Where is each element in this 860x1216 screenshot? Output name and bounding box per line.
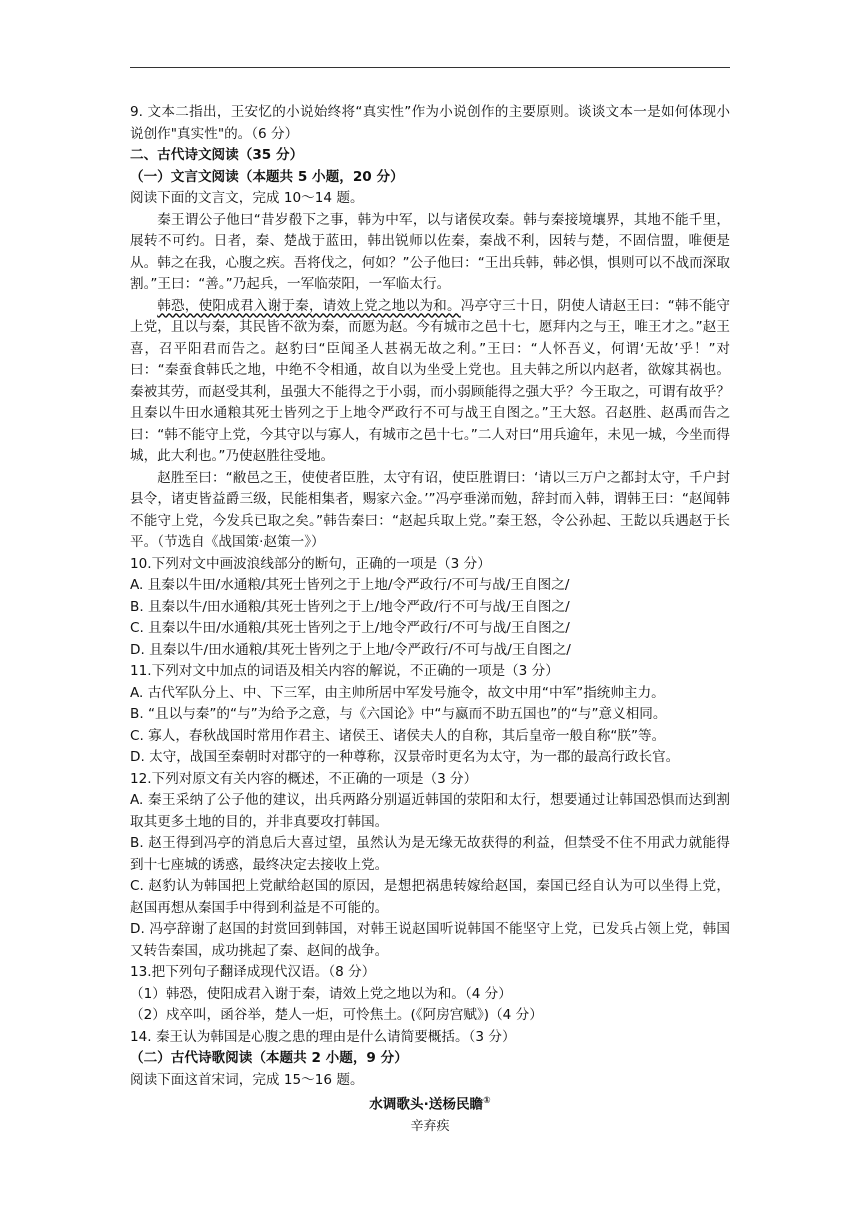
passage-paragraph-2: [130, 296, 730, 468]
reading-instruction-1: 阅读下面的文言文，完成 10～14 题。: [130, 190, 364, 206]
poem-title: [130, 1091, 730, 1116]
option-11b: B. “且以与秦”的“与”为给予之意，与《六国论》中“与嬴而不助五国也”的“与”意义相同。: [130, 706, 667, 722]
option-12c: C. 赵豹认为韩国把上党献给赵国的原因，是想把祸患转嫁给赵国，秦国已经自认为可以坐得上党，赵国再想从秦国手中得到利益是不可能的。: [130, 878, 730, 916]
option-10c: C. 且秦以牛田/水通粮/其死士皆列之于上/地令严政行/不可与战/王自图之/: [130, 620, 570, 636]
reading-instruction-2: 阅读下面这首宋词，完成 15～16 题。: [130, 1071, 364, 1088]
poem-author: 辛弃疾: [410, 1119, 450, 1135]
question-13: 13.把下列句子翻译成现代汉语。（8 分）: [130, 964, 376, 980]
option-11c: C. 寡人，春秋战国时常用作君主、诸侯王、诸侯夫人的自称，其后皇帝一般自称“朕”等。: [130, 727, 666, 744]
option-10b: B. 且秦以牛/田水通粮/其死士皆列之于上/地令严政/行不可与战/王自图之/: [130, 598, 570, 615]
header-rule: [130, 67, 730, 68]
question-14: 14. 秦王认为韩国是心腹之患的理由是什么请简要概括。（3 分）: [130, 1028, 516, 1045]
question-12: 12.下列对原文有关内容的概述，不正确的一项是（3 分）: [130, 770, 478, 787]
translation-item-1: （1）韩恐，使阳成君入谢于秦，请效上党之地以为和。（4 分）: [130, 985, 512, 1002]
wavy-underlined-sentence: 韩恐，使阳成君入谢于秦，请效上党之地以为和。: [157, 297, 461, 314]
passage-paragraph-1: 秦王谓公子他曰“昔岁殽下之事，韩为中军，以与诸侯攻秦。韩与秦接境壤界，其地不能千里，展转不可约。日者，秦、楚战于蓝田，韩出锐师以佐秦，秦战不利，因转与楚，不固信盟，唯便是从。韩之在我，心腹之疾。吾将伐之，何如？”公子他曰：“王出兵韩，韩必惧，惧则可以不战而深取割。”王曰：“善。”乃起兵，一军临荥阳，一军临太行。: [130, 211, 730, 292]
subsection-heading-2: （二）古代诗歌阅读（本题共 2 小题，9 分）: [130, 1050, 408, 1066]
subsection-heading-1: （一）文言文阅读（本题共 5 小题，20 分）: [130, 168, 404, 185]
passage-paragraph-3: 赵胜至曰：“敝邑之王，使使者臣胜，太守有诏，使臣胜谓曰：‘请以三万户之都封太守，千户封县令，诸吏皆益爵三级，民能相集者，赐家六金。’”冯亭垂涕而勉，辞封而入韩，谓韩王曰：“赵闻韩不能守上党，今发兵已取之矣。”韩告秦曰：“赵起兵取上党。”秦王怒，令公孙起、王龁以兵遇赵于长平。（节选自《战国策·赵策一》）: [130, 469, 730, 550]
option-11d: D. 太守，战国至秦朝时对郡守的一种尊称，汉景帝时更名为太守，为一郡的最高行政长官。: [130, 749, 680, 765]
translation-item-2: （2）戍卒叫，函谷举，楚人一炬，可怜焦土。(《阿房宫赋》)（4 分）: [130, 1007, 543, 1023]
poem-title-text: 水调歌头·送杨民瞻: [369, 1096, 484, 1113]
passage-paragraph-2-text: 冯亭守三十日，阴使人请赵王曰：“韩不能守上党，且以与秦，其民皆不欲为秦，而愿为赵。今有城市之邑十七，愿拜内之与王，唯王才之。”赵王喜，召平阳君而告之。赵豹曰“臣闻圣人甚祸无故之利。”王曰：“人怀吾义，何谓‘无故’乎！”对曰：“秦蚕食韩氏之地，中绝不令相通，故自以为坐受上党也。且夫韩之所以内赵者，欲嫁其祸也。秦被其劳，而赵受其利，虽强大不能得之于小弱，而小弱顾能得之强大乎？今王取之，可谓有故乎？且秦以牛田水通粮其死士皆列之于上地令严政行不可与战王自图之。”王大怒。召赵胜、赵禹而告之曰：“韩不能守上党，今其守以与寡人，有城市之邑十七。”二人对曰“用兵逾年，未见一城，今坐而得城，此大利也。”乃使赵胜往受地。: [130, 297, 731, 464]
section-heading: 二、古代诗文阅读（35 分）: [130, 147, 304, 163]
option-12a: A. 秦王采纳了公子他的建议，出兵两路分别逼近韩国的荥阳和太行，想要通过让韩国恐惧而达到割取其更多土地的目的，并非真要攻打韩国。: [130, 792, 730, 830]
question-9: 9. 文本二指出，王安忆的小说始终将“真实性”作为小说创作的主要原则。谈谈文本一是如何体现小说创作"真实性"的。（6 分）: [130, 104, 730, 142]
exam-content: [130, 102, 730, 1138]
question-11: 11.下列对文中加点的词语及相关内容的解说，不正确的一项是（3 分）: [130, 663, 559, 679]
footnote-marker: ①: [483, 1096, 491, 1106]
option-12b: B. 赵王得到冯亭的消息后大喜过望，虽然认为是无缘无故获得的利益，但禁受不住不用武力就能得到十七座城的诱惑，最终决定去接收上党。: [130, 835, 730, 873]
option-11a: A. 古代军队分上、中、下三军，由主帅所居中军发号施令，故文中用“中军”指统帅主力。: [130, 684, 665, 701]
question-10: 10.下列对文中画波浪线部分的断句，正确的一项是（3 分）: [130, 555, 491, 572]
option-10d: D. 且秦以牛/田水通粮/其死士皆列之于上地/令严政行/不可与战/王自图之/: [130, 641, 571, 658]
option-12d: D. 冯亭辞谢了赵国的封赏回到韩国，对韩王说赵国听说韩国不能坚守上党，已发兵占领上党，韩国又转告秦国，成功挑起了秦、赵间的战争。: [130, 921, 730, 959]
option-10a: A. 且秦以牛田/水通粮/其死士皆列之于上地/令严政行/不可与战/王自图之/: [130, 577, 570, 593]
